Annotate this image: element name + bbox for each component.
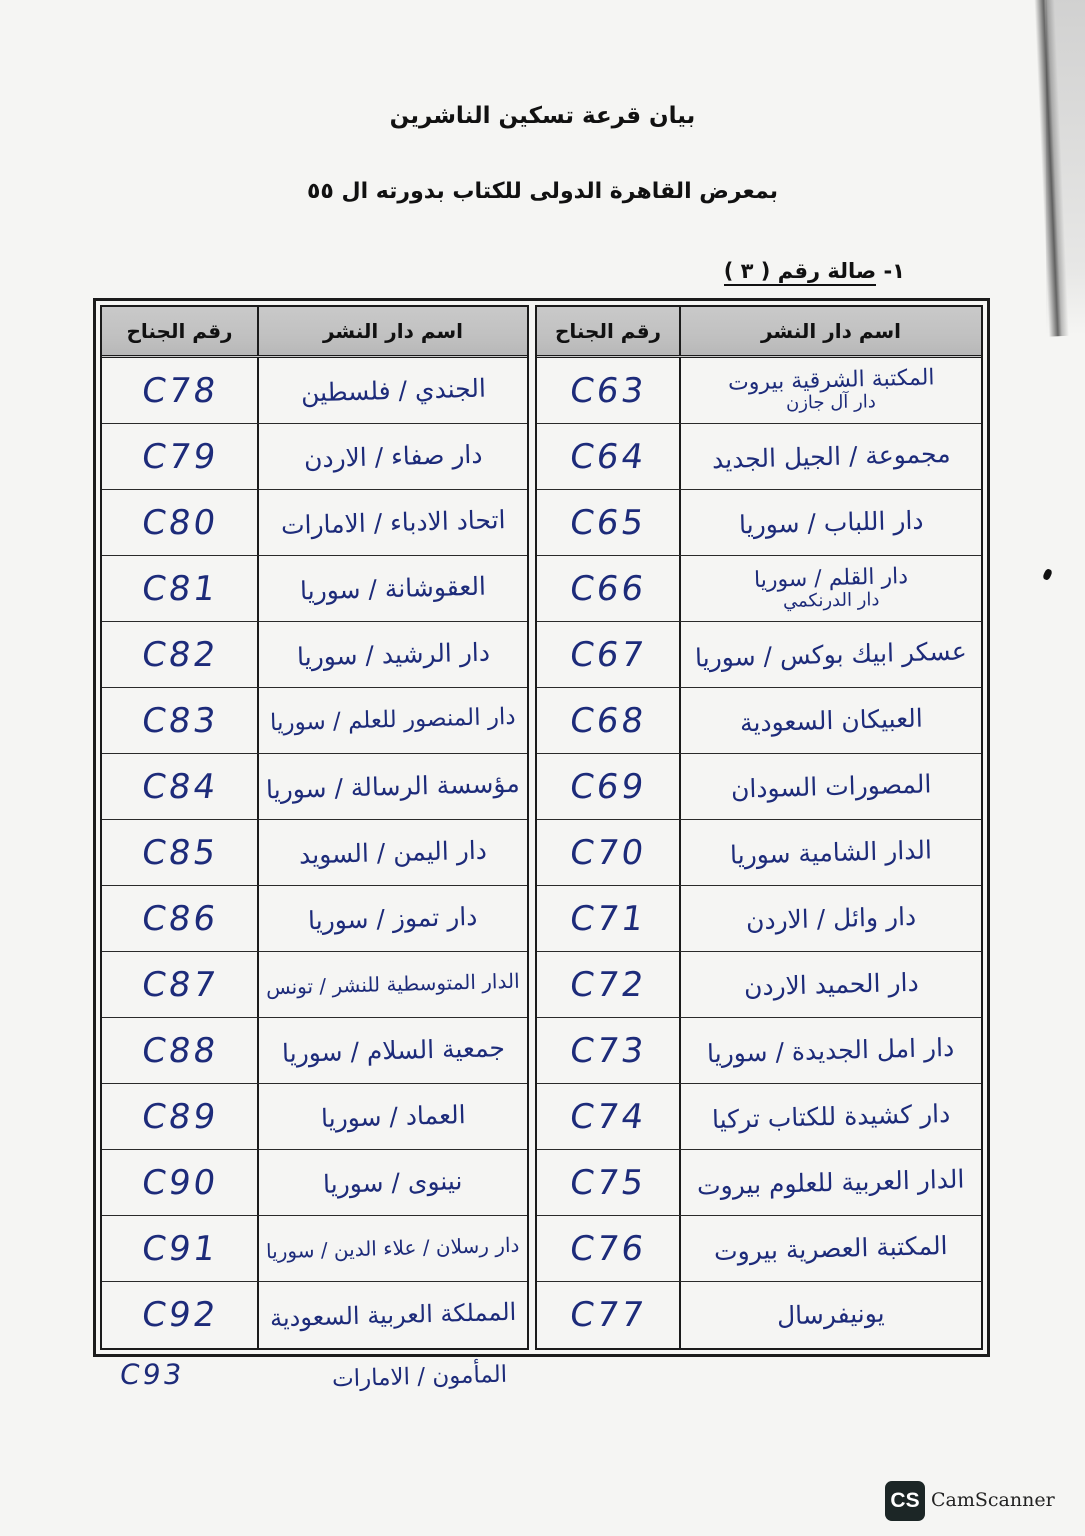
publisher-name: دار كشيدة للكتاب تركيا [711,1098,951,1134]
publisher-name: دار اللباب / سوريا [738,505,924,540]
booth-cell [537,754,679,819]
scan-speck [1042,568,1053,581]
table-row [537,490,981,556]
booth-number: C70 [567,832,649,873]
booth-cell [102,886,257,951]
publisher-cell [679,622,981,687]
booth-number: C86 [138,898,221,939]
publisher-name: العبيكان السعودية [739,703,923,738]
publisher-name: مجموعة / الجيل الجديد [711,438,951,474]
booth-number: C65 [567,502,649,543]
booth-cell [102,556,257,621]
booth-cell [537,1150,679,1215]
booth-cell [537,622,679,687]
publisher-cell [679,1150,981,1215]
booth-cell [537,952,679,1017]
table-row [102,358,527,424]
booth-cell [102,490,257,555]
table-row [537,820,981,886]
right-table-rows [537,358,981,1348]
booth-cell [537,886,679,951]
publisher-cell [679,358,981,423]
table-row [537,1150,981,1216]
table-row [537,886,981,952]
booth-cell [102,358,257,423]
table-row [537,1018,981,1084]
publisher-name: المكتبة العصرية بيروت [713,1230,949,1266]
publisher-name: المملكة العربية السعودية [269,1297,517,1333]
camscanner-brand: CamScanner [931,1489,1055,1511]
publisher-name: دار صفاء / الاردن [303,439,483,474]
header-publisher: اسم دار النشر [679,307,981,355]
table-row [102,1150,527,1216]
table-row [102,1216,527,1282]
booth-number: C64 [567,436,649,477]
publisher-name: الدار العربية للعلوم بيروت [696,1164,966,1201]
booth-cell [537,556,679,621]
booth-cell [537,1216,679,1281]
booth-cell [537,424,679,489]
publisher-cell [679,754,981,819]
booth-number: C91 [138,1228,221,1269]
publisher-name: دار الحميد الاردن [743,967,919,1002]
publisher-cell [257,622,527,687]
booth-number: C83 [138,700,221,741]
booth-number: C80 [138,502,221,543]
booth-cell [537,820,679,885]
extra-booth-number: C93 [117,1358,187,1391]
booth-cell [102,424,257,489]
publisher-cell [679,556,981,621]
publisher-name: المكتبة الشرقية بيروت [727,365,935,396]
publisher-name: جمعية السلام / سوريا [281,1032,505,1068]
publisher-cell [257,490,527,555]
publisher-name: دار تموز / سوريا [307,901,479,936]
booth-cell [537,1084,679,1149]
publisher-cell [679,1216,981,1281]
publisher-name: العقوشانة / سوريا [299,571,487,606]
publisher-cell [679,820,981,885]
publisher-cell [257,688,527,753]
booth-cell [102,820,257,885]
publisher-cell [679,1084,981,1149]
publisher-name: دار المنصور للعلم / سوريا [269,703,517,737]
publisher-cell [257,556,527,621]
publisher-cell [257,1216,527,1281]
document-title: بيان قرعة تسكين الناشرين [389,103,696,129]
publisher-name: اتحاد الادباء / الامارات [280,504,506,540]
table-row [537,622,981,688]
allocation-table [93,298,990,1357]
publisher-cell [679,952,981,1017]
table-row [102,886,527,952]
table-header-row [537,307,981,358]
booth-cell [537,1282,679,1348]
table-row [102,622,527,688]
publisher-name: الدار المتوسطية للنشر / تونس [265,968,521,1000]
publisher-cell [257,358,527,423]
table-row [537,754,981,820]
publisher-cell [679,1282,981,1348]
publisher-cell [257,1084,527,1149]
left-table-rows [102,358,527,1348]
publisher-cell [257,1282,527,1348]
publisher-cell [257,424,527,489]
document-subtitle: بمعرض القاهرة الدولى للكتاب بدورته ال ٥٥ [307,179,778,204]
section-label: صالة رقم ( ٣ ) [724,259,876,286]
table-row [102,754,527,820]
publisher-name: دار امل الجديدة / سوريا [707,1032,955,1069]
booth-cell [102,952,257,1017]
booth-number: C66 [567,568,649,609]
publisher-name: نينوى / سوريا [322,1166,464,1199]
booth-number: C82 [138,634,221,675]
booth-number: C85 [138,832,221,873]
table-row [102,1084,527,1150]
publisher-cell [679,886,981,951]
publisher-name: العماد / سوريا [320,1099,466,1133]
booth-cell [102,622,257,687]
booth-number: C75 [567,1162,649,1203]
table-row [537,1084,981,1150]
publisher-name: يونيفرسال [776,1298,886,1331]
section-number: ١- [883,259,905,283]
section-heading [724,254,905,288]
table-row [537,952,981,1018]
booth-number: C79 [138,436,221,477]
booth-number: C63 [567,370,649,411]
booth-cell [102,1150,257,1215]
booth-number: C78 [138,370,221,411]
table-row [537,1282,981,1348]
table-row [537,1216,981,1282]
booth-cell [102,1018,257,1083]
booth-number: C77 [567,1295,649,1335]
booth-number: C71 [567,898,649,939]
publisher-name: دار وائل / الاردن [745,901,917,936]
publisher-cell [679,490,981,555]
booth-number: C67 [567,634,649,675]
table-row [102,952,527,1018]
publisher-name: دار القلم / سوريا [753,563,909,593]
booth-number: C88 [138,1030,221,1071]
table-row [537,424,981,490]
publisher-name: دار اليمن / السويد [298,835,488,870]
publisher-name: الدار الشامية سوريا [729,835,933,870]
booth-cell [537,1018,679,1083]
booth-number: C76 [567,1228,649,1269]
table-row [537,556,981,622]
booth-cell [102,1084,257,1149]
publisher-cell [679,1018,981,1083]
booth-number: C90 [138,1162,221,1203]
booth-cell [537,358,679,423]
header-booth: رقم الجناح [554,319,662,343]
publisher-cell [257,952,527,1017]
publisher-cell [257,1018,527,1083]
publisher-cell [257,1150,527,1215]
header-publisher: اسم دار النشر [257,307,527,355]
booth-cell [102,754,257,819]
booth-number: C87 [138,964,221,1005]
publisher-cell [257,820,527,885]
publisher-name-second-line: دار الدرنكمي [782,589,880,613]
table-header-row [102,307,527,358]
publisher-name: مؤسسة الرسالة / سوريا [265,768,521,805]
booth-cell [537,490,679,555]
publisher-cell [257,886,527,951]
left-table [100,305,529,1350]
table-row [102,688,527,754]
publisher-name: دار الرشيد / سوريا [296,637,490,672]
booth-number: C89 [138,1096,221,1137]
publisher-cell [257,754,527,819]
table-row [102,424,527,490]
booth-number: C68 [567,700,649,741]
booth-number: C92 [138,1295,221,1335]
booth-number: C73 [567,1030,649,1071]
publisher-name: عسكر ابيك بوكس / سوريا [694,636,968,673]
table-row [102,820,527,886]
publisher-name: المصورات السودان [730,769,932,804]
publisher-name: الجندي / فلسطين [300,373,486,408]
table-row [537,358,981,424]
booth-number: C81 [138,568,221,609]
table-row [102,1018,527,1084]
right-table [535,305,983,1350]
booth-number: C69 [567,766,649,807]
publisher-name-second-line: دار آل جازن [785,391,877,415]
booth-cell [102,688,257,753]
table-row [537,688,981,754]
publisher-cell [679,424,981,489]
header-booth: رقم الجناح [126,319,233,343]
table-row [102,490,527,556]
table-row [102,556,527,622]
publisher-name: دار رسلان / علاء الدين / سوريا [266,1232,520,1264]
booth-cell [102,1216,257,1281]
booth-number: C84 [138,766,221,807]
booth-number: C74 [567,1096,649,1137]
camscanner-logo-icon: CS [885,1481,925,1521]
booth-cell [102,1282,257,1348]
publisher-cell [679,688,981,753]
extra-publisher-name: المأمون / الامارات [331,1361,508,1393]
table-row [102,1282,527,1348]
booth-cell [537,688,679,753]
booth-number: C72 [567,964,649,1005]
